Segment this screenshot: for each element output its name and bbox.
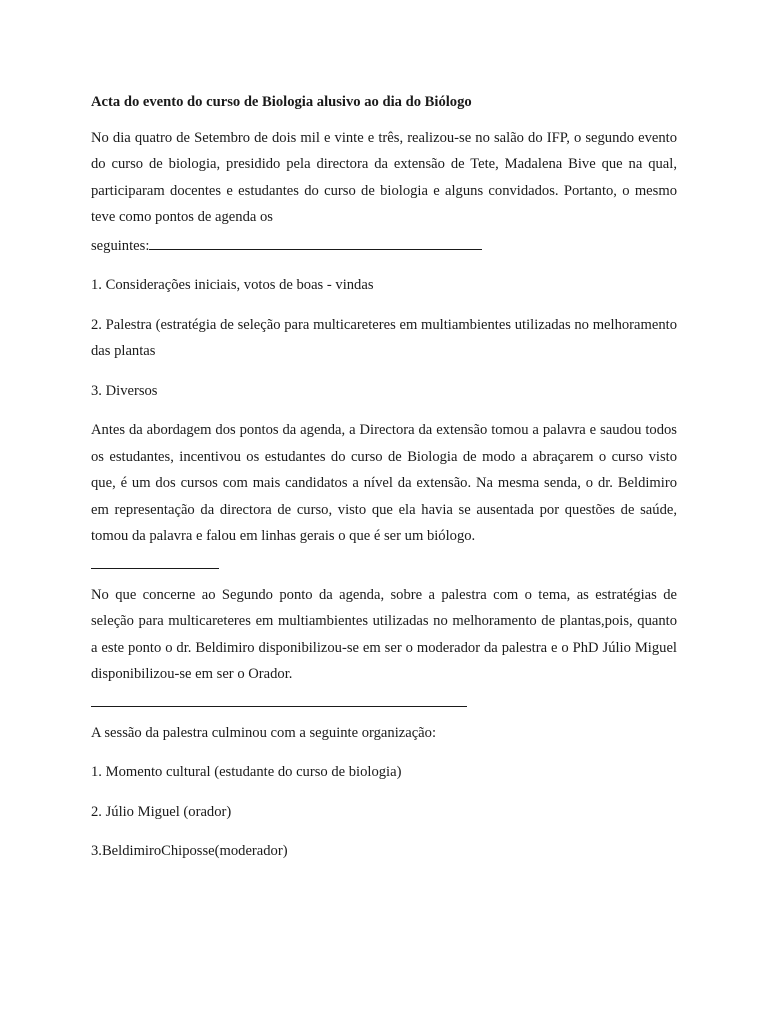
intro-last-line — [91, 231, 677, 260]
agenda-item-1: 1. Considerações iniciais, votos de boas - vindas — [91, 277, 374, 293]
document-title: Acta do evento do curso de Biologia alusivo ao dia do Biólogo — [91, 94, 472, 110]
opening-text: Antes da abordagem dos pontos da agenda, a Directora da extensão tomou a palavra e saudou todos os estudantes, incentivou os estudantes do curso de Biologia de modo a abraçarem o curso visto que, é um dos cursos com mais candidatos a nível da extensão. Na mesma senda, o dr. Beldimiro em representação da directora de curso, visto que ela havia se ausentada por questões de saúde, tomou da palavra e falou em linhas gerais o que é ser um biólogo. — [91, 422, 677, 544]
opening-paragraph — [91, 417, 677, 569]
session-item-2: 2. Júlio Miguel (orador) — [91, 803, 232, 820]
lecture-paragraph — [91, 582, 677, 707]
session-item-3: 3.BeldimiroChiposse(moderador) — [91, 843, 288, 859]
intro-last-word: seguintes: — [91, 237, 150, 254]
fill-line — [91, 688, 467, 707]
intro-text: No dia quatro de Setembro de dois mil e vinte e três, realizou-se no salão do IFP, o segundo evento do curso de biologia, presidido pela directora da extensão de Tete, Madalena Bive que na qual, participaram docentes e estudantes do curso de biologia e alguns convidados. Portanto, o mesmo teve como pontos de agenda os — [91, 129, 677, 225]
document-page — [91, 89, 677, 878]
session-intro: A sessão da palestra culminou com a seguinte organização: — [91, 724, 437, 741]
agenda-item-3: 3. Diversos — [91, 382, 158, 399]
fill-line — [149, 231, 482, 250]
intro-paragraph — [91, 125, 677, 260]
session-item-1: 1. Momento cultural (estudante do curso de biologia) — [91, 764, 402, 780]
fill-line — [91, 550, 219, 569]
agenda-item-2: 2. Palestra (estratégia de seleção para multicareteres em multiambientes utilizadas no melhoramento das plantas — [91, 316, 677, 359]
lecture-text: No que concerne ao Segundo ponto da agenda, sobre a palestra com o tema, as estratégias de seleção para multicareteres em multiambientes utilizadas no melhoramento de plantas,pois, quanto a este ponto o dr. Beldimiro disponibilizou-se em ser o moderador da palestra e o PhD Júlio Miguel disponibilizou-se em ser o Orador. — [91, 586, 677, 682]
